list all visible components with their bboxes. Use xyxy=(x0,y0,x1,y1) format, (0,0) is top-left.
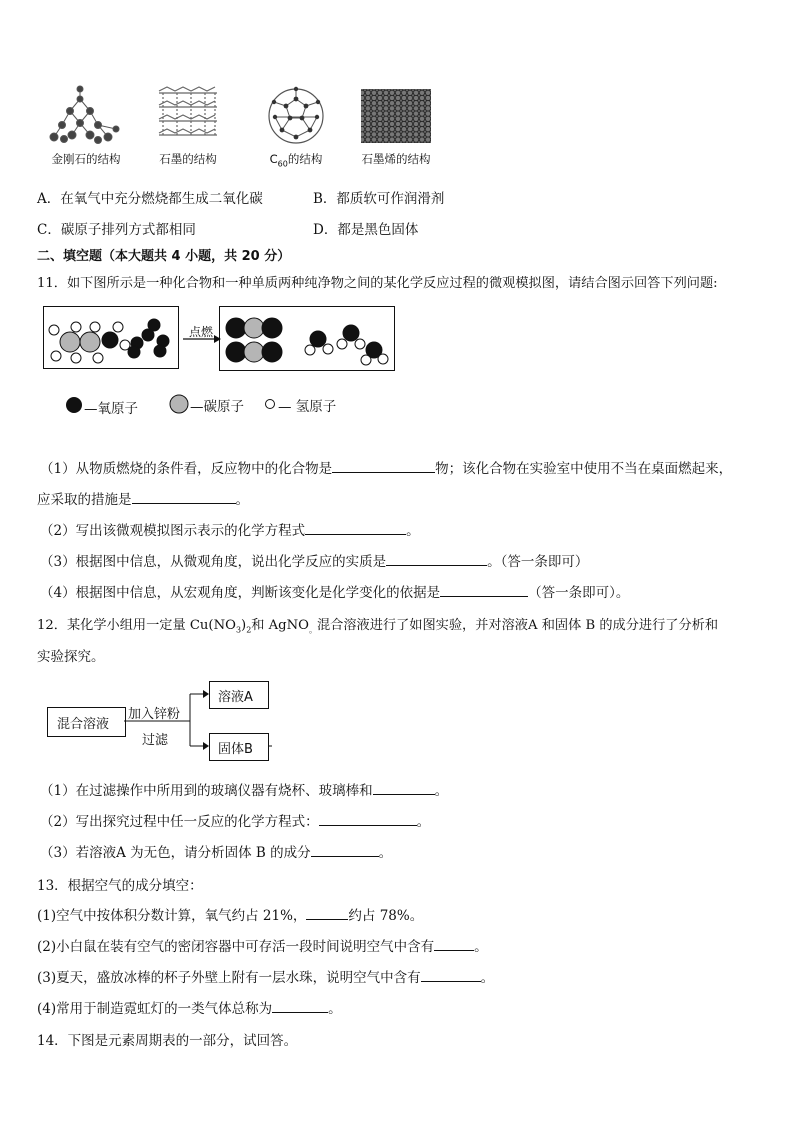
section-2-title: 二、填空题（本大题共 4 小题，共 20 分） xyxy=(37,249,291,264)
q12-blank-3[interactable] xyxy=(311,842,379,857)
option-a: A．在氧气中充分燃烧都生成二氧化碳 xyxy=(37,191,263,207)
flow-solution-a: 溶液A xyxy=(218,690,253,705)
q13-s4-text-a: (4)常用于制造霓虹灯的一类气体总称为 xyxy=(37,1001,273,1017)
option-d: D．都是黑色固体 xyxy=(313,222,419,238)
q13-s1 xyxy=(37,905,423,925)
q11-sub3-text-b: 。（答一条即可） xyxy=(487,554,589,570)
q13-s2-text-b: 。 xyxy=(474,939,488,955)
option-c: C．碳原子排列方式都相同 xyxy=(37,222,196,238)
diamond-caption: 金刚石的结构 xyxy=(51,152,121,166)
flow-mixed-solution: 混合溶液 xyxy=(57,717,110,732)
q12-sub3-text-b: 。 xyxy=(378,845,393,861)
q13-blank-3[interactable] xyxy=(421,967,481,982)
q13-s2-text-a: (2)小白鼠在装有空气的密闭容器中可存活一段时间说明空气中含有 xyxy=(37,939,435,955)
q12-stem-line2: 实验探究。 xyxy=(37,649,105,665)
q12-stem-sub3b: 。 xyxy=(308,625,317,635)
q13-s4 xyxy=(37,998,342,1018)
q12-stem-c: 和 AgNO xyxy=(251,618,309,633)
q14-stem: 14．下图是元素周期表的一部分，试回答。 xyxy=(37,1033,298,1049)
q12-blank-1[interactable] xyxy=(373,780,435,795)
q11-sub1-text-d: 。 xyxy=(235,492,249,508)
legend-oxygen: —氧原子 xyxy=(84,401,138,417)
q13-s4-text-b: 。 xyxy=(328,1001,342,1017)
q12-stem-sub2: 2 xyxy=(246,625,252,635)
q11-sub2-text-b: 。 xyxy=(406,523,420,539)
q12-sub3 xyxy=(40,842,392,862)
option-b: B．都质软可作润滑剂 xyxy=(313,191,445,207)
q12-sub1-text-b: 。 xyxy=(434,783,449,799)
flow-filter: 过滤 xyxy=(142,733,169,748)
q13-s3 xyxy=(37,967,494,987)
q11-blank-4[interactable] xyxy=(386,551,487,566)
q13-s3-text-b: 。 xyxy=(480,970,495,986)
graphene-caption: 石墨烯的结构 xyxy=(361,152,431,166)
c60-caption-rest: 的结构 xyxy=(287,152,323,166)
q13-blank-1[interactable] xyxy=(306,905,348,920)
q12-sub1 xyxy=(40,780,448,800)
q13-s1-text-a: (1)空气中按体积分数计算，氧气约占 21%， xyxy=(37,908,307,924)
q12-stem-sub3: 3 xyxy=(235,625,242,635)
flow-solid-b: 固体B xyxy=(218,742,253,757)
q12-stem-d: 混合溶液进行了如图实验，并对溶液A 和固体 B 的成分进行了分析和 xyxy=(316,618,719,633)
q11-sub1-text-c: 应采取的措施是 xyxy=(37,492,132,508)
c60-caption-sub: 60 xyxy=(277,159,288,169)
c60-caption-c: C xyxy=(269,152,278,166)
q11-sub4-text-a: （4）根据图中信息，从宏观角度，判断该变化是化学变化的依据是 xyxy=(40,585,441,601)
legend-hydrogen: — 氢原子 xyxy=(278,399,337,415)
q11-stem: 11．如下图所示是一种化合物和一种单质两种纯净物之间的某化学反应过程的微观模拟图，请结合图示回答下列问题: xyxy=(37,276,718,291)
q12-sub2-text-b: 。 xyxy=(416,814,431,830)
q12-sub2 xyxy=(40,811,430,831)
q12-sub3-text-a: （3）若溶液A 为无色，请分析固体 B 的成分 xyxy=(40,845,311,861)
q11-sub4-text-b: （答一条即可）。 xyxy=(528,585,630,601)
q13-s2 xyxy=(37,936,488,956)
q11-blank-3[interactable] xyxy=(305,520,406,535)
q12-stem-a: 12．某化学小组用一定量 Cu(NO xyxy=(37,618,236,633)
reaction-condition: 点燃 xyxy=(189,325,214,339)
q13-s3-text-a: (3)夏天，盛放冰棒的杯子外壁上附有一层水珠，说明空气中含有 xyxy=(37,970,421,986)
legend-carbon: —碳原子 xyxy=(190,399,244,415)
q11-blank-1[interactable] xyxy=(332,458,435,473)
q11-sub1-text-b: 物；该化合物在实验室中使用不当在桌面燃起来， xyxy=(435,461,733,477)
q13-stem: 13．根据空气的成分填空： xyxy=(37,878,203,894)
q13-s1-text-b: 约占 78%。 xyxy=(348,908,424,924)
q11-sub1-text-a: （1）从物质燃烧的条件看，反应物中的化合物是 xyxy=(40,461,333,477)
flow-arrows xyxy=(0,0,300,780)
graphite-caption: 石墨的结构 xyxy=(159,152,217,166)
q12-sub2-text-a: （2）写出探究过程中任一反应的化学方程式： xyxy=(40,814,319,830)
q11-blank-5[interactable] xyxy=(440,582,528,597)
q13-blank-2[interactable] xyxy=(434,936,474,951)
q12-sub1-text-a: （1）在过滤操作中所用到的玻璃仪器有烧杯、玻璃棒和 xyxy=(40,783,373,799)
q11-sub2-text-a: （2）写出该微观模拟图示表示的化学方程式 xyxy=(40,523,306,539)
flow-add-zinc: 加入锌粉 xyxy=(128,707,181,722)
q12-stem-b: ) xyxy=(241,618,247,633)
q11-sub3-text-a: （3）根据图中信息，从微观角度，说出化学反应的实质是 xyxy=(40,554,387,570)
q13-blank-4[interactable] xyxy=(272,998,328,1013)
q12-blank-2[interactable] xyxy=(319,811,417,826)
